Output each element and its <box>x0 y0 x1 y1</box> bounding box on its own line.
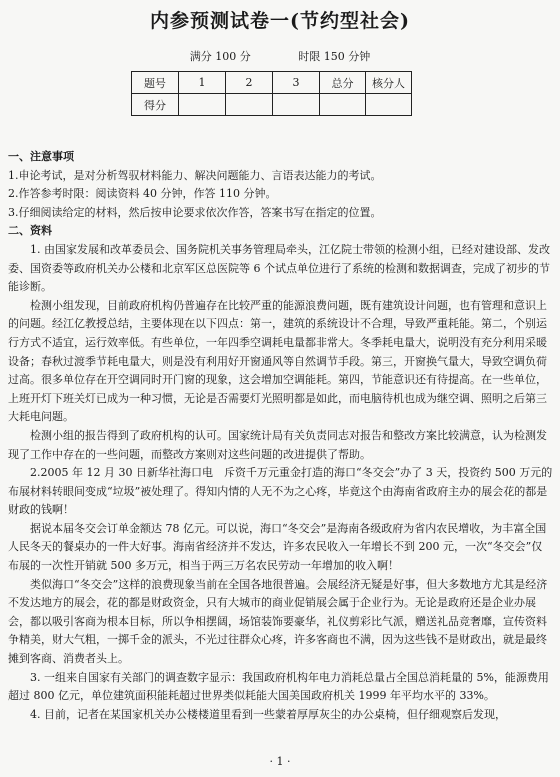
material-paragraph: 1. 由国家发展和改革委员会、国务院机关事务管理局牵头，江亿院士带领的检测小组，已经对建设部、发改委、国资委等政府机关办公楼和北京军区总医院等 6 个试点单位进行了系统的检测和数据调查，完成了初步的节能诊断。 <box>8 242 550 294</box>
score-cell: 核分人 <box>366 72 412 94</box>
material-paragraph: 据说本届冬交会订单金额达 78 亿元。可以说，海口“冬交会”是海南各级政府为省内农民增收，为丰富全国人民冬天的餐桌办的一件大好事。海南省经济并不发达，许多农民收入一年增长不到 200 元，一次“冬交会”仅布展的一次性开销就 500 多万元，相当于两三万名农民劳动一年增加的收入啊！ <box>8 521 547 573</box>
material-paragraph: 类似海口“冬交会”这样的浪费现象当前在全国各地很普遍。会展经济无疑是好事，但大多数地方尤其是经济不发达地方的展会，花的都是财政资金，只有大城市的商业促销展会属于企业行为。无论是政府还是企业办展会，都以吸引客商为根本目标，所以争相摆阔，场馆装饰要豪华，礼仪剪彩比气派，赠送礼品竞奢靡，宣传资料争精美，财大气粗，一掷千金的派头，不光过往群众心疼，许多客商也不满，因为这些钱不是财政出，就是最终摊到客商、消费者头上。 <box>8 577 548 666</box>
time-limit: 时限 150 分钟 <box>298 50 371 63</box>
score-input-cell <box>366 94 412 116</box>
page-number: · 1 · <box>269 755 291 768</box>
note-item: 2.作答参考时限：阅读资料 40 分钟，作答 110 分钟。 <box>8 187 277 201</box>
score-input-cell <box>179 94 226 116</box>
score-cell: 2 <box>226 72 273 94</box>
score-table-header-row <box>132 72 412 94</box>
score-cell: 总分 <box>320 72 366 94</box>
score-table-score-row <box>132 94 412 116</box>
score-input-cell <box>320 94 366 116</box>
material-paragraph: 检测小组发现，目前政府机构仍普遍存在比较严重的能源浪费问题，既有建筑设计问题，也有管理和意识上的问题。经江亿教授总结，主要体现在以下四点：第一，建筑的系统设计不合理，导致严重耗能。第二，个别运行方式不适宜，运行效率低。有些单位，一年四季空调耗电量都非常大。冬季耗电量大，说明没有充分利用采暖设备；春秋过渡季节耗电量大，则是没有利用好开窗通风等自然调节手段。第三，开窗换气量大，导致空调负荷过高。很多单位存在开空调同时开门窗的现象，这会增加空调能耗。第四，节能意识还有待提高。在一些单位，上班开灯下班关灯已成为一种习惯，无论是否需要灯光照明都是如此，而电脑待机也成为继空调、照明之后第三大耗电问题。 <box>8 298 547 424</box>
score-label-cell: 得分 <box>132 94 179 116</box>
note-item: 3.仔细阅读给定的材料，然后按申论要求依次作答，答案书写在指定的位置。 <box>8 205 382 219</box>
score-cell: 题号 <box>132 72 179 94</box>
material-paragraph: 3. 一组来自国家有关部门的调查数字显示：我国政府机构年电力消耗总量占全国总消耗量的 5%，能源费用超过 800 亿元，单位建筑面积能耗超过世界类似耗能大国美国政府机关 1999 年平均水平的 33%。 <box>8 670 549 703</box>
score-cell: 1 <box>179 72 226 94</box>
exam-meta <box>0 48 560 64</box>
material-paragraph: 检测小组的报告得到了政府机构的认可。国家统计局有关负责同志对报告和整改方案比较满意，认为检测发现了工作中存在的一些问题，而整改方案则对这些问题的改进提供了帮助。 <box>8 428 547 461</box>
notes-heading: 一、注意事项 <box>8 150 74 163</box>
page-title: 内参预测试卷一(节约型社会) <box>150 10 410 32</box>
document-body <box>8 148 553 724</box>
note-item: 1.申论考试，是对分析驾驭材料能力、解决问题能力、言语表达能力的考试。 <box>8 168 382 182</box>
material-paragraph: 2.2005 年 12 月 30 日新华社海口电 斥资千万元重金打造的海口“冬交会”办了 3 天，投资约 500 万元的布展材料转眼间变成“垃圾”被处理了。得知内情的人无不为之心疼，毕竟这个由海南省政府主办的展会花的都是财政的钱啊！ <box>8 466 553 517</box>
score-input-cell <box>273 94 320 116</box>
score-table <box>131 71 412 116</box>
score-input-cell <box>226 94 273 116</box>
material-paragraph: 4. 目前，记者在某国家机关办公楼楼道里看到一些蒙着厚厚灰尘的办公桌椅，但仔细观察后发现， <box>30 707 506 721</box>
materials-heading: 二、资料 <box>8 224 52 238</box>
score-cell: 3 <box>273 72 320 94</box>
full-score: 满分 100 分 <box>189 50 251 63</box>
